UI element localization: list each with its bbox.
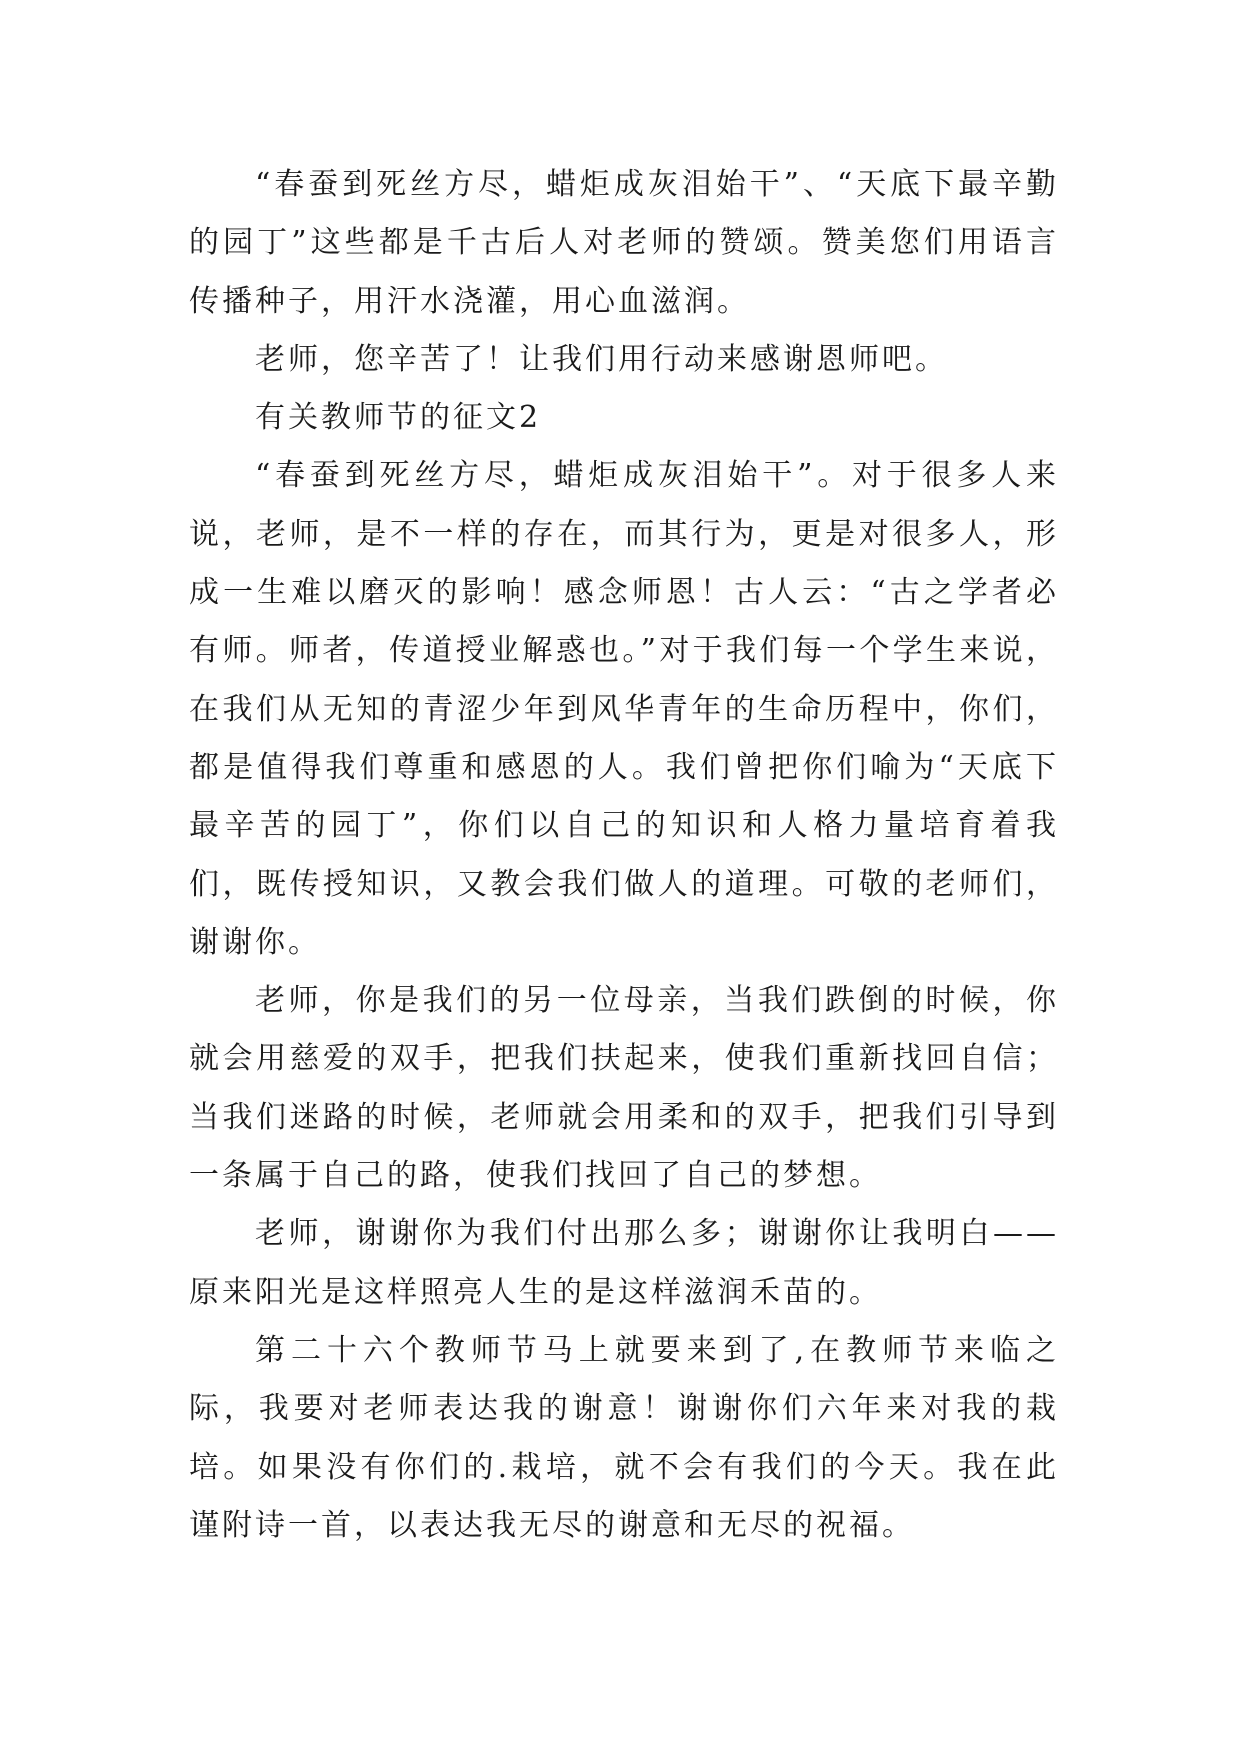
paragraph-teachers-day: 第二十六个教师节马上就要来到了,在教师节来临之际，我要对老师表达我的谢意！谢谢你们六年来对我的栽培。如果没有你们的.栽培，就不会有我们的今天。我在此谨附诗一首，以表达我无尽的谢意和无尽的祝福。 (189, 1332, 1059, 1543)
paragraph-gratitude: 老师，谢谢你为我们付出那么多；谢谢你让我明白——原来阳光是这样照亮人生的是这样滋润禾苗的。 (189, 1216, 1059, 1310)
paragraph-praise: “春蚕到死丝方尽，蜡炬成灰泪始干”、“天底下最辛勤的园丁”这些都是千古后人对老师的赞颂。赞美您们用语言传播种子，用汗水浇灌，用心血滋润。 (189, 167, 1059, 319)
paragraph-thanks: 老师，您辛苦了！让我们用行动来感谢恩师吧。 (255, 341, 948, 377)
document-body (189, 156, 1059, 1555)
paragraph-essay-intro: “春蚕到死丝方尽，蜡炬成灰泪始干”。对于很多人来说，老师，是不一样的存在，而其行为，更是对很多人，形成一生难以磨灭的影响！感念师恩！古人云：“古之学者必有师。师者，传道授业解惑也。”对于我们每一个学生来说，在我们从无知的青涩少年到风华青年的生命历程中，你们，都是值得我们尊重和感恩的人。我们曾把你们喻为“天底下最辛苦的园丁”，你们以自己的知识和人格力量培育着我们，既传授知识，又教会我们做人的道理。可敬的老师们，谢谢你。 (189, 458, 1059, 960)
paragraph-mother: 老师，你是我们的另一位母亲，当我们跌倒的时候，你就会用慈爱的双手，把我们扶起来，使我们重新找回自信；当我们迷路的时候，老师就会用柔和的双手，把我们引导到一条属于自己的路，使我们找回了自己的梦想。 (189, 983, 1059, 1194)
section-heading: 有关教师节的征文2 (255, 400, 542, 436)
